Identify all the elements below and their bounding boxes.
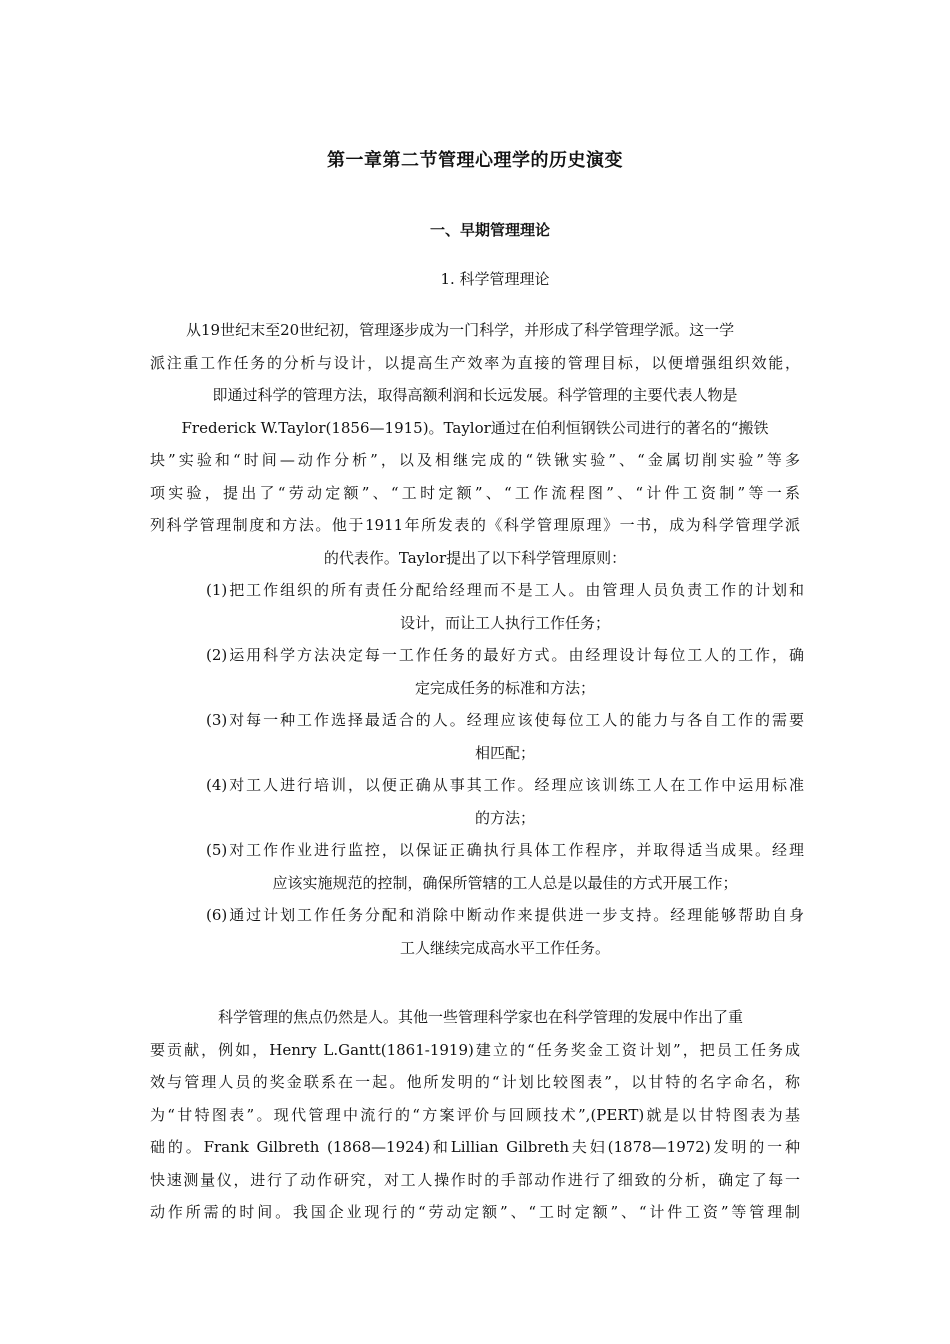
principle-line: (2)运用科学方法决定每一工作任务的最好方式。由经理设计每位工人的工作，确 <box>206 646 804 664</box>
paragraph-scientific-management <box>150 314 800 574</box>
text-line: 要贡献，例如，Henry L.Gantt(1861-1919)建立的“任务奖金工资计划”，把员工任务成 <box>150 1040 800 1059</box>
text-line: 列科学管理制度和方法。他于1911年所发表的《科学管理原理》一书，成为科学管理学派 <box>150 516 800 534</box>
principle-line: 的方法； <box>474 808 535 827</box>
text-line: 即通过科学的管理方法，取得高额利润和长远发展。科学管理的主要代表人物是 <box>212 386 738 404</box>
principles-list <box>206 574 804 964</box>
principle-line: (6)通过计划工作任务分配和消除中断动作来提供进一步支持。经理能够帮助自身 <box>206 906 804 924</box>
text-line: 动作所需的时间。我国企业现行的“劳动定额”、“工时定额”、“计件工资”等管理制 <box>150 1203 800 1221</box>
text-line: 的代表作。Taylor提出了以下科学管理原则： <box>323 548 627 567</box>
text-line: 础的。Frank Gilbreth (1868—1924)和Lillian Gilbreth夫妇(1878—1972)发明的一种 <box>150 1138 800 1156</box>
principle-line: 工人继续完成高水平工作任务。 <box>399 938 610 957</box>
text-line: 为“甘特图表”。现代管理中流行的“方案评价与回顾技术”,(PERT)就是以甘特图表为基 <box>150 1105 800 1124</box>
text-line: 快速测量仪，进行了动作研究，对工人操作时的手部动作进行了细致的分析，确定了每一 <box>150 1170 800 1189</box>
principle-line: (4)对工人进行培训，以便正确从事其工作。经理应该训练工人在工作中运用标准 <box>206 776 804 794</box>
principle-line: 应该实施规范的控制，确保所管辖的工人总是以最佳的方式开展工作； <box>272 873 738 892</box>
text-line: Frederick W.Taylor(1856—1915)。Taylor通过在伯利恒钢铁公司进行的著名的“搬铁 <box>181 418 769 437</box>
paragraph-focus-on-people <box>150 1001 800 1229</box>
principle-line: 定完成任务的标准和方法； <box>414 678 595 697</box>
principle-line: 相匹配； <box>474 743 535 762</box>
text-line: 项实验，提出了“劳动定额”、“工时定额”、“工作流程图”、“计件工资制”等一系 <box>150 483 800 502</box>
text-line: 科学管理的焦点仍然是人。其他一些管理科学家也在科学管理的发展中作出了重 <box>218 1008 744 1026</box>
principle-line: (5)对工作作业进行监控，以保证正确执行具体工作程序，并取得适当成果。经理 <box>206 841 804 859</box>
section-heading: 一、早期管理理论 <box>429 221 550 239</box>
page-title: 第一章第二节管理心理学的历史演变 <box>327 150 623 171</box>
text-line: 块”实验和“时间—动作分析”，以及相继完成的“铁锹实验”、“金属切削实验”等多 <box>150 451 800 469</box>
text-line: 效与管理人员的奖金联系在一起。他所发明的“计划比较图表”，以甘特的名字命名，称 <box>150 1073 800 1091</box>
principle-line: (1)把工作组织的所有责任分配给经理而不是工人。由管理人员负责工作的计划和 <box>206 581 804 599</box>
text-line: 派注重工作任务的分析与设计，以提高生产效率为直接的管理目标，以便增强组织效能， <box>150 353 800 372</box>
principle-line: (3)对每一种工作选择最适合的人。经理应该使每位工人的能力与各自工作的需要 <box>206 711 804 729</box>
principle-line: 设计，而让工人执行工作任务； <box>399 613 610 632</box>
text-line: 从19世纪末至20世纪初，管理逐步成为一门科学，并形成了科学管理学派。这一学 <box>186 321 735 339</box>
subsection-heading: 1. 科学管理理论 <box>440 270 550 288</box>
